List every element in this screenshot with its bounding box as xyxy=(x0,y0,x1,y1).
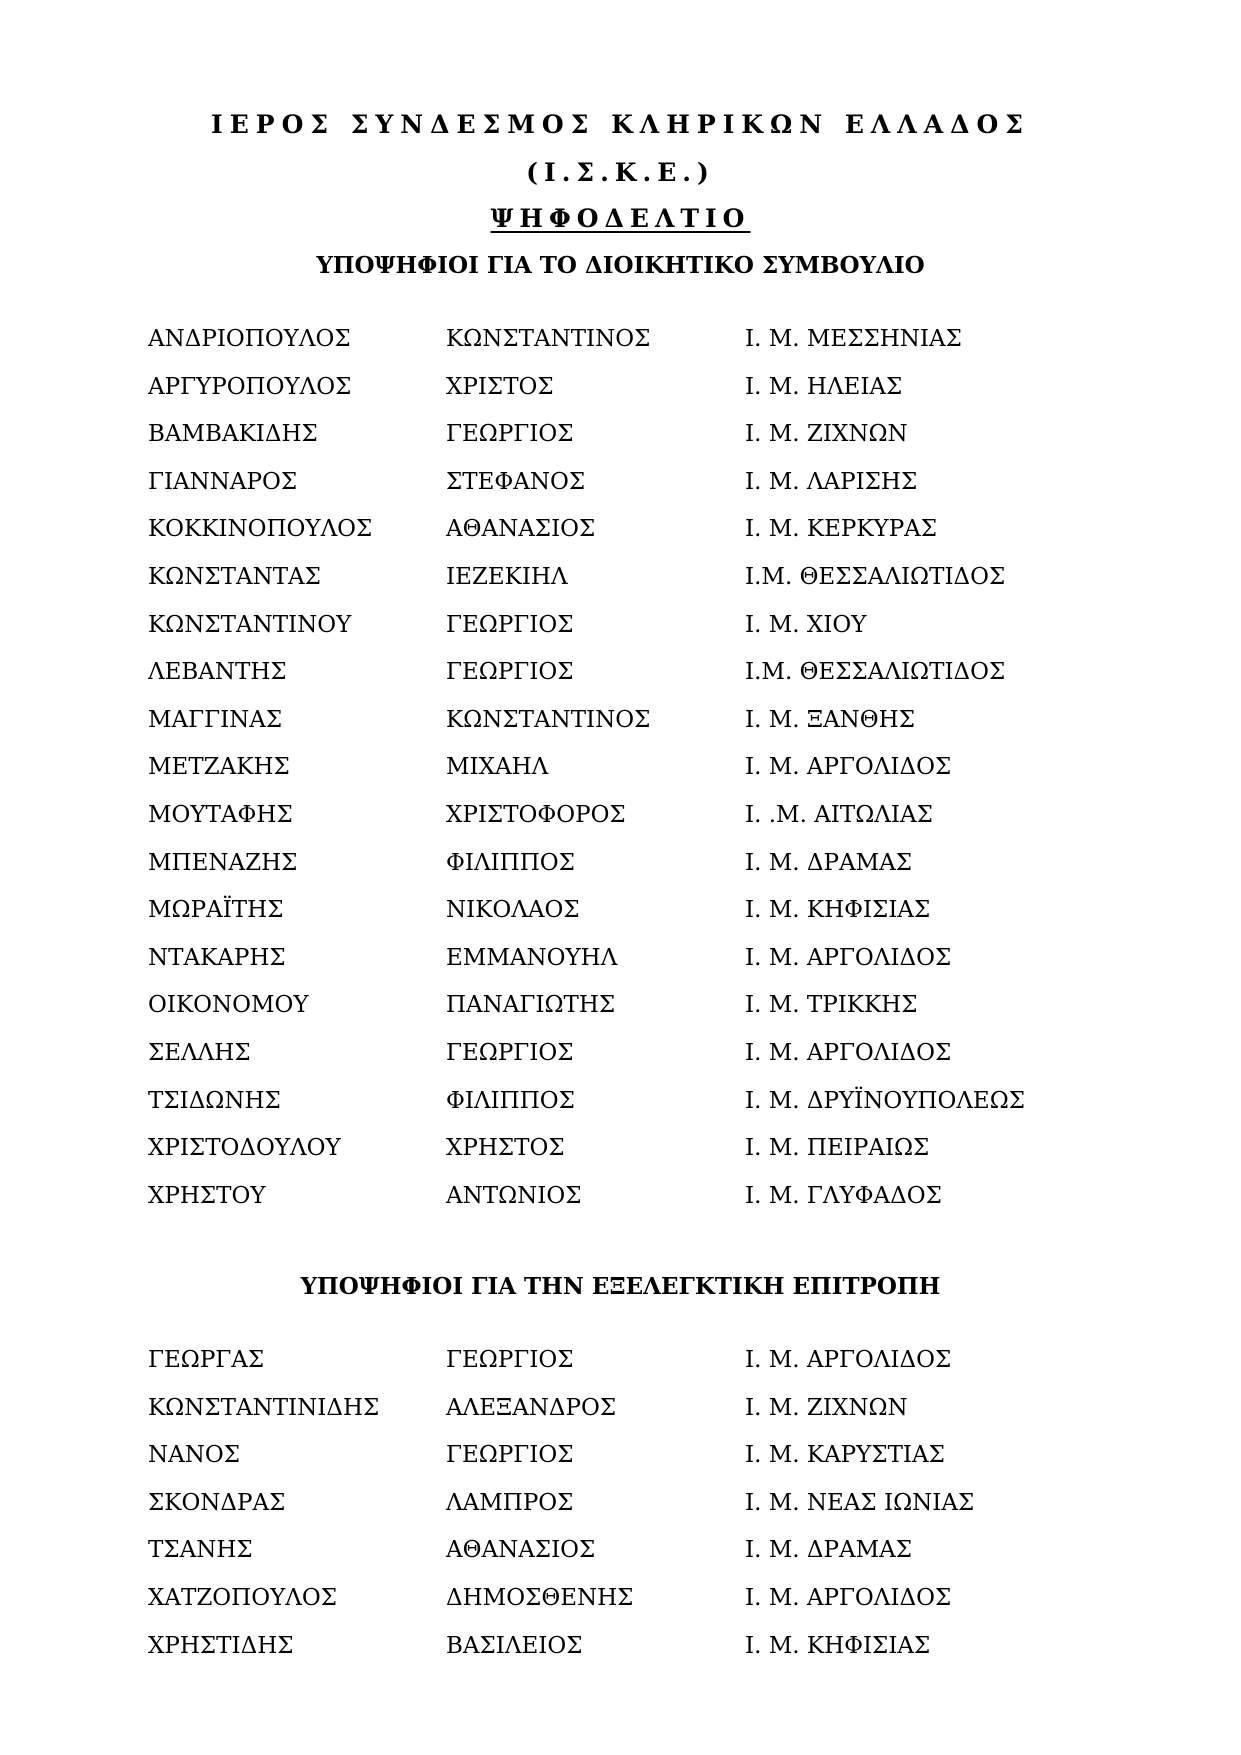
candidate-row xyxy=(0,612,1241,660)
candidate-diocese: Ι. Μ. ΑΡΓΟΛΙΔΟΣ xyxy=(745,1039,952,1066)
audit-candidate-list xyxy=(0,1347,1241,1680)
candidate-diocese: Ι. Μ. ΠΕΙΡΑΙΩΣ xyxy=(745,1135,930,1162)
board-section-title: ΥΠΟΨΗΦΙΟΙ ΓΙΑ ΤΟ ΔΙΟΙΚΗΤΙΚΟ ΣΥΜΒΟΥΛΙΟ xyxy=(316,252,925,279)
candidate-first-name: ΑΝΤΩΝΙΟΣ xyxy=(446,1182,582,1209)
candidate-diocese: Ι. Μ. ΝΕΑΣ ΙΩΝΙΑΣ xyxy=(745,1489,975,1516)
candidate-diocese: Ι. Μ. ΑΡΓΟΛΙΔΟΣ xyxy=(745,944,952,971)
candidate-surname: ΝΤΑΚΑΡΗΣ xyxy=(148,944,286,971)
candidate-surname: ΜΕΤΖΑΚΗΣ xyxy=(148,754,290,781)
candidate-first-name: ΚΩΝΣΤΑΝΤΙΝΟΣ xyxy=(446,706,651,733)
candidate-first-name: ΧΡΙΣΤΟΣ xyxy=(446,373,554,400)
candidate-diocese: Ι. Μ. ΞΑΝΘΗΣ xyxy=(745,706,915,733)
candidate-first-name: ΣΤΕΦΑΝΟΣ xyxy=(446,468,586,495)
candidate-row xyxy=(0,1347,1241,1395)
candidate-diocese: Ι.Μ. ΘΕΣΣΑΛΙΩΤΙΔΟΣ xyxy=(745,659,1006,686)
candidate-surname: ΧΡΗΣΤΙΔΗΣ xyxy=(148,1632,294,1659)
candidate-row xyxy=(0,850,1241,898)
candidate-first-name: ΦΙΛΙΠΠΟΣ xyxy=(446,849,575,876)
candidate-row xyxy=(0,374,1241,422)
candidate-surname: ΜΠΕΝΑΖΗΣ xyxy=(148,849,298,876)
candidate-row xyxy=(0,1395,1241,1443)
candidate-first-name: ΜΙΧΑΗΛ xyxy=(446,754,549,781)
candidate-row xyxy=(0,1135,1241,1183)
candidate-row xyxy=(0,1183,1241,1231)
candidate-row xyxy=(0,1633,1241,1681)
candidate-first-name: ΔΗΜΟΣΘΕΝΗΣ xyxy=(446,1584,634,1611)
candidate-first-name: ΚΩΝΣΤΑΝΤΙΝΟΣ xyxy=(446,326,651,352)
candidate-first-name: ΓΕΩΡΓΙΟΣ xyxy=(446,421,574,448)
candidate-first-name: ΦΙΛΙΠΠΟΣ xyxy=(446,1087,575,1114)
candidate-surname: ΟΙΚΟΝΟΜΟΥ xyxy=(148,992,309,1019)
candidate-first-name: ΛΑΜΠΡΟΣ xyxy=(446,1489,574,1516)
candidate-diocese: Ι. Μ. ΚΑΡΥΣΤΙΑΣ xyxy=(745,1442,945,1469)
candidate-first-name: ΓΕΩΡΓΙΟΣ xyxy=(446,1442,574,1469)
candidate-row xyxy=(0,754,1241,802)
candidate-row xyxy=(0,945,1241,993)
candidate-first-name: ΑΘΑΝΑΣΙΟΣ xyxy=(446,516,596,543)
candidate-row xyxy=(0,707,1241,755)
candidate-surname: ΧΡΙΣΤΟΔΟΥΛΟΥ xyxy=(148,1135,341,1162)
candidate-first-name: ΠΑΝΑΓΙΩΤΗΣ xyxy=(446,992,616,1019)
candidate-first-name: ΓΕΩΡΓΙΟΣ xyxy=(446,611,574,638)
candidate-first-name: ΓΕΩΡΓΙΟΣ xyxy=(446,1347,574,1373)
candidate-surname: ΚΩΝΣΤΑΝΤΑΣ xyxy=(148,563,321,590)
audit-section-title: ΥΠΟΨΗΦΙΟΙ ΓΙΑ ΤΗΝ ΕΞΕΛΕΓΚΤΙΚΗ ΕΠΙΤΡΟΠΗ xyxy=(300,1273,941,1300)
candidate-diocese: Ι. Μ. ΖΙΧΝΩΝ xyxy=(745,421,908,448)
candidate-first-name: ΑΛΕΞΑΝΔΡΟΣ xyxy=(446,1394,617,1421)
candidate-diocese: Ι. Μ. ΑΡΓΟΛΙΔΟΣ xyxy=(745,1347,952,1373)
organization-title: ΙΕΡΟΣ ΣΥΝΔΕΣΜΟΣ ΚΛΗΡΙΚΩΝ ΕΛΛΑΔΟΣ xyxy=(211,110,1030,139)
candidate-row xyxy=(0,1537,1241,1585)
candidate-first-name: ΒΑΣΙΛΕΙΟΣ xyxy=(446,1632,583,1659)
candidate-row xyxy=(0,1088,1241,1136)
candidate-first-name: ΑΘΑΝΑΣΙΟΣ xyxy=(446,1537,596,1564)
candidate-surname: ΜΑΓΓΙΝΑΣ xyxy=(148,706,283,733)
candidate-diocese: Ι. Μ. ΤΡΙΚΚΗΣ xyxy=(745,992,918,1019)
candidate-surname: ΣΕΛΛΗΣ xyxy=(148,1039,251,1066)
candidate-row xyxy=(0,421,1241,469)
candidate-surname: ΤΣΙΔΩΝΗΣ xyxy=(148,1087,281,1114)
candidate-row xyxy=(0,516,1241,564)
candidate-surname: ΓΕΩΡΓΑΣ xyxy=(148,1347,265,1373)
candidate-surname: ΒΑΜΒΑΚΙΔΗΣ xyxy=(148,421,318,448)
candidate-first-name: ΧΡΗΣΤΟΣ xyxy=(446,1135,565,1162)
candidate-surname: ΜΩΡΑΪΤΗΣ xyxy=(148,897,284,924)
candidate-row xyxy=(0,469,1241,517)
candidate-surname: ΣΚΟΝΔΡΑΣ xyxy=(148,1489,286,1516)
candidate-row xyxy=(0,326,1241,374)
candidate-surname: ΧΑΤΖΟΠΟΥΛΟΣ xyxy=(148,1584,337,1611)
candidate-surname: ΚΩΝΣΤΑΝΤΙΝΙΔΗΣ xyxy=(148,1394,380,1421)
candidate-row xyxy=(0,897,1241,945)
candidate-diocese: Ι. Μ. ΚΕΡΚΥΡΑΣ xyxy=(745,516,938,543)
candidate-surname: ΚΟΚΚΙΝΟΠΟΥΛΟΣ xyxy=(148,516,373,543)
candidate-diocese: Ι.Μ. ΘΕΣΣΑΛΙΩΤΙΔΟΣ xyxy=(745,563,1006,590)
candidate-row xyxy=(0,992,1241,1040)
candidate-diocese: Ι. Μ. ΗΛΕΙΑΣ xyxy=(745,373,903,400)
candidate-surname: ΑΝΔΡΙΟΠΟΥΛΟΣ xyxy=(148,326,351,352)
candidate-row xyxy=(0,1442,1241,1490)
candidate-diocese: Ι. Μ. ΛΑΡΙΣΗΣ xyxy=(745,468,918,495)
candidate-row xyxy=(0,1040,1241,1088)
candidate-diocese: Ι. Μ. ΔΡΑΜΑΣ xyxy=(745,849,912,876)
candidate-diocese: Ι. Μ. ΜΕΣΣΗΝΙΑΣ xyxy=(745,326,962,352)
candidate-diocese: Ι. Μ. ΔΡΑΜΑΣ xyxy=(745,1537,912,1564)
candidate-surname: ΤΣΑΝΗΣ xyxy=(148,1537,253,1564)
candidate-surname: ΝΑΝΟΣ xyxy=(148,1442,240,1469)
candidate-surname: ΓΙΑΝΝΑΡΟΣ xyxy=(148,468,298,495)
candidate-diocese: Ι. .Μ. ΑΙΤΩΛΙΑΣ xyxy=(745,801,933,828)
organization-abbreviation: (Ι.Σ.Κ.Ε.) xyxy=(526,158,715,187)
candidate-surname: ΛΕΒΑΝΤΗΣ xyxy=(148,659,287,686)
candidate-row xyxy=(0,564,1241,612)
candidate-surname: ΚΩΝΣΤΑΝΤΙΝΟΥ xyxy=(148,611,352,638)
candidate-diocese: Ι. Μ. ΧΙΟΥ xyxy=(745,611,867,638)
ballot-title: ΨΗΦΟΔΕΛΤΙΟ xyxy=(490,204,751,233)
candidate-diocese: Ι. Μ. ΚΗΦΙΣΙΑΣ xyxy=(745,1632,931,1659)
candidate-diocese: Ι. Μ. ΑΡΓΟΛΙΔΟΣ xyxy=(745,754,952,781)
candidate-row xyxy=(0,1490,1241,1538)
candidate-surname: ΑΡΓΥΡΟΠΟΥΛΟΣ xyxy=(148,373,352,400)
candidate-first-name: ΕΜΜΑΝΟΥΗΛ xyxy=(446,944,618,971)
candidate-diocese: Ι. Μ. ΓΛΥΦΑΔΟΣ xyxy=(745,1182,942,1209)
candidate-first-name: ΓΕΩΡΓΙΟΣ xyxy=(446,659,574,686)
candidate-diocese: Ι. Μ. ΚΗΦΙΣΙΑΣ xyxy=(745,897,931,924)
candidate-diocese: Ι. Μ. ΖΙΧΝΩΝ xyxy=(745,1394,908,1421)
candidate-first-name: ΓΕΩΡΓΙΟΣ xyxy=(446,1039,574,1066)
candidate-surname: ΜΟΥΤΑΦΗΣ xyxy=(148,801,293,828)
candidate-row xyxy=(0,802,1241,850)
candidate-first-name: ΝΙΚΟΛΑΟΣ xyxy=(446,897,580,924)
candidate-diocese: Ι. Μ. ΔΡΥΪΝΟΥΠΟΛΕΩΣ xyxy=(745,1087,1026,1114)
candidate-diocese: Ι. Μ. ΑΡΓΟΛΙΔΟΣ xyxy=(745,1584,952,1611)
candidate-first-name: ΧΡΙΣΤΟΦΟΡΟΣ xyxy=(446,801,626,828)
candidate-row xyxy=(0,1585,1241,1633)
board-candidate-list xyxy=(0,326,1241,1230)
candidate-surname: ΧΡΗΣΤΟΥ xyxy=(148,1182,266,1209)
candidate-first-name: ΙΕΖΕΚΙΗΛ xyxy=(446,563,568,590)
candidate-row xyxy=(0,659,1241,707)
